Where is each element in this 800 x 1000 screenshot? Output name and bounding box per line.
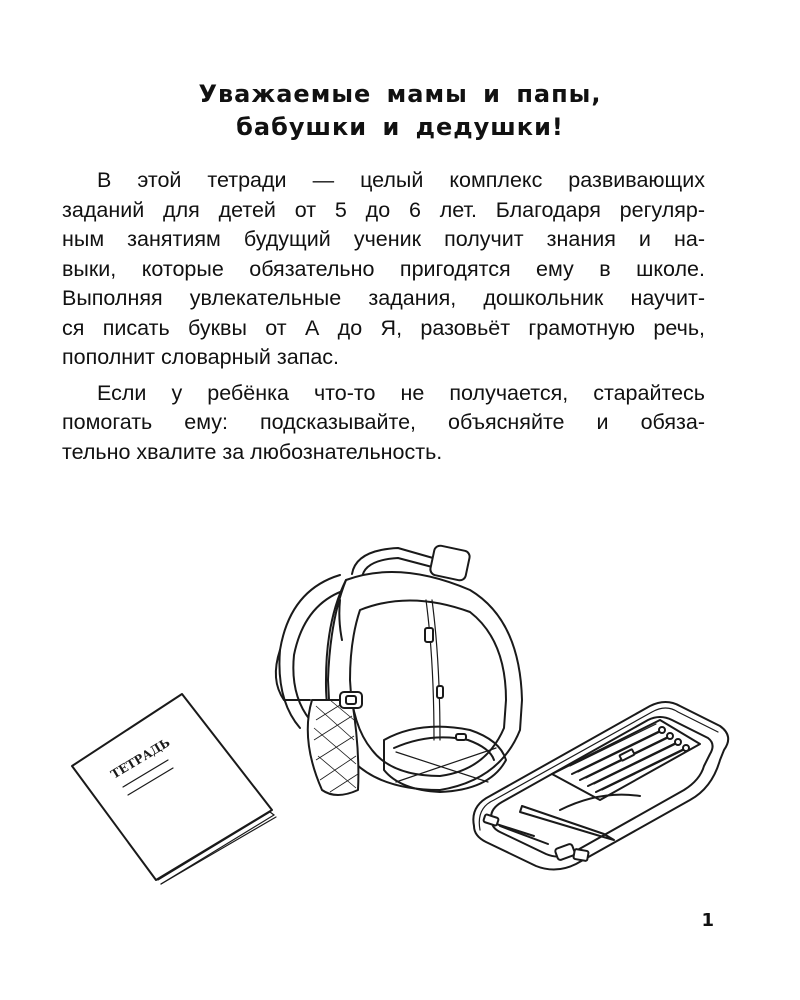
text-line: тельно хвалите за любознательность. bbox=[62, 439, 443, 464]
page-title bbox=[0, 78, 800, 144]
page-title-line-2: бабушки и дедушки! bbox=[236, 113, 564, 141]
page-number: 1 bbox=[701, 910, 714, 931]
text-line: помогать ему: подсказывайте, объясняйте и обяза- bbox=[62, 410, 705, 434]
text-line: выки, которые обязательно пригодятся ему в школе. bbox=[62, 256, 705, 281]
text-line: ся писать буквы от А до Я, разовьёт грамотную речь, bbox=[62, 315, 705, 340]
paragraph-2 bbox=[62, 379, 705, 468]
paragraph-1 bbox=[62, 166, 705, 373]
school-supplies-illustration bbox=[0, 530, 800, 910]
backpack-icon bbox=[276, 545, 522, 795]
text-line: Если у ребёнка что-то не получается, старайтесь bbox=[97, 380, 705, 405]
text-line: ным занятиям будущий ученик получит знания и на- bbox=[62, 227, 705, 251]
notebook-icon bbox=[72, 694, 276, 884]
page-title-line-1: Уважаемые мамы и папы, bbox=[198, 80, 602, 108]
text-line: пополнит словарный запас. bbox=[62, 345, 340, 369]
text-line: В этой тетради — целый комплекс развивающих bbox=[97, 168, 705, 192]
notebook-label: ТЕТРАДЬ bbox=[108, 735, 173, 782]
text-line: заданий для детей от 5 до 6 лет. Благодаря регуляр- bbox=[62, 197, 705, 222]
text-line: Выполняя увлекательные задания, дошкольник научит- bbox=[62, 286, 705, 310]
intro-text bbox=[62, 166, 705, 473]
